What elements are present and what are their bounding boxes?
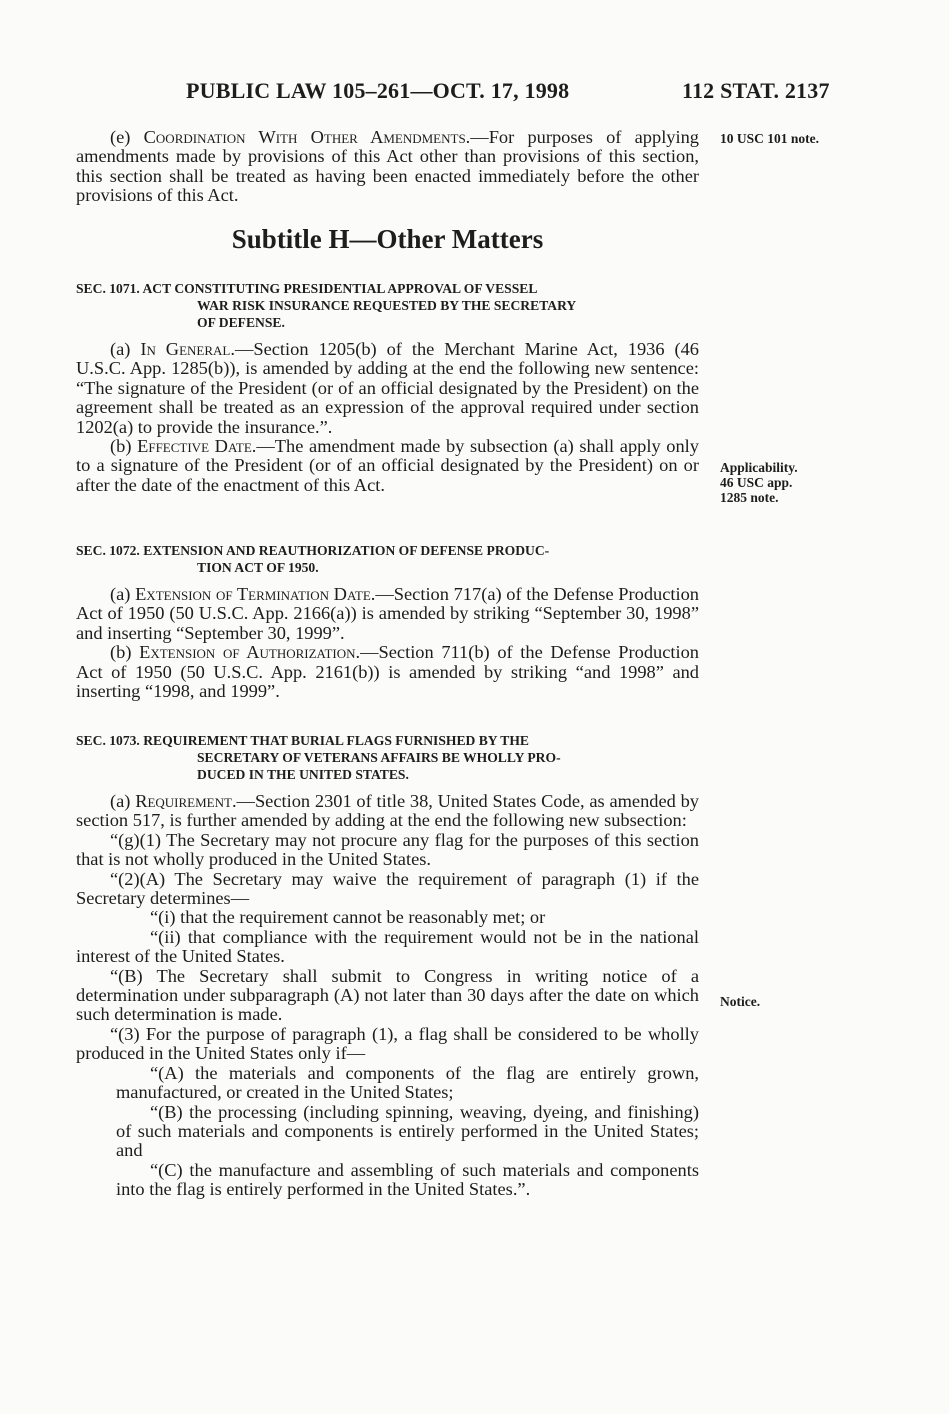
para-text: “(A) the materials and components of the flag are entirely grown, manufactured, or created in the United States; [116, 1062, 699, 1103]
margin-note-line: Applicability. [720, 460, 798, 475]
quoted-g2b: “(B) The Secretary shall submit to Congress in writing notice of a determination under subparagraph (A) not later than 30 days after the date on which such determination is made. [76, 965, 699, 1025]
subsection-a [76, 792, 699, 831]
para-heading: Coordination With Other Amendments. [143, 127, 471, 147]
para-lead: (a) [110, 791, 136, 811]
para-text: “(C) the manufacture and assembling of such materials and components into the flag is entirely performed in the United States.”. [116, 1159, 699, 1200]
para-text: —Section 1205(b) of the Merchant Marine Act, 1936 (46 U.S.C. App. 1285(b)), is amended by adding at the end the following new sentence: “The signature of the President (or of an official designated by the President) on the agreement shall be treated as an expression of the approval required under section 1202(a) to provide the insurance.”. [76, 339, 700, 437]
quoted-g1: “(g)(1) The Secretary may not procure any flag for the purposes of this section that is not wholly produced in the United States. [76, 829, 699, 870]
page-stat-number: 112 STAT. 2137 [682, 78, 830, 103]
para-lead: (e) [110, 127, 144, 147]
para-text: —Section 711(b) of the Defense Production Act of 1950 (50 U.S.C. App. 2161(b)) is amended by striking “and 1998” and inserting “1998, and 1999”. [76, 642, 699, 702]
margin-note-line: 1285 note. [720, 490, 779, 505]
section-title-line: SECRETARY OF VETERANS AFFAIRS BE WHOLLY PRO- [197, 750, 561, 765]
para-text: “(B) the processing (including spinning, weaving, dyeing, and finishing) of such materials and components is entirely performed in the United States; and [116, 1101, 699, 1161]
section-title-line: SEC. 1073. REQUIREMENT THAT BURIAL FLAGS FURNISHED BY THE [76, 733, 529, 748]
section-title-line: SEC. 1071. ACT CONSTITUTING PRESIDENTIAL APPROVAL OF VESSEL [76, 281, 538, 296]
section-title-line: SEC. 1072. EXTENSION AND REAUTHORIZATION OF DEFENSE PRODUC- [76, 543, 550, 558]
running-header-left: PUBLIC LAW 105–261—OCT. 17, 1998 [186, 78, 570, 103]
para-heading: Requirement. [135, 791, 237, 811]
para-text: —Section 717(a) of the Defense Production Act of 1950 (50 U.S.C. App. 2166(a)) is amended by striking “September 30, 1998” and inserting “September 30, 1999”. [76, 584, 699, 643]
subsection-b [76, 437, 699, 495]
para-text: —Section 2301 of title 38, United States Code, as amended by section 517, is further amended by adding at the end the following new subsection: [76, 791, 699, 831]
para-heading: In General. [140, 339, 235, 359]
quoted-g2a: “(2)(A) The Secretary may waive the requirement of paragraph (1) if the Secretary determines— [76, 868, 699, 909]
para-heading: Extension of Termination Date. [135, 584, 376, 604]
quoted-g3c [76, 1161, 699, 1200]
margin-note-notice: Notice. [720, 994, 761, 1009]
subtitle-heading: Subtitle H—Other Matters [231, 224, 544, 254]
coordination-section [76, 128, 699, 206]
section-title-line: TION ACT OF 1950. [197, 560, 319, 575]
section-title-line: OF DEFENSE. [197, 315, 285, 330]
para-text: —For purposes of applying amendments made by provisions of this Act other than provisions of this section, this section shall be treated as having been enacted immediately before the other provisions of this Act. [76, 127, 700, 206]
coordination-paragraph [76, 128, 699, 206]
section-title-line: WAR RISK INSURANCE REQUESTED BY THE SECRETARY [197, 298, 577, 313]
section-1072 [76, 542, 699, 701]
section-1071 [76, 280, 699, 495]
section-1073 [76, 732, 699, 1200]
para-heading: Effective Date. [137, 436, 257, 457]
para-lead: (a) [110, 339, 141, 359]
para-lead: (a) [110, 584, 136, 604]
quoted-g2a-i: “(i) that the requirement cannot be reasonably met; or [150, 907, 546, 928]
subsection-b [76, 643, 699, 701]
para-heading: Extension of Authorization. [139, 642, 361, 663]
margin-note-applicability [720, 460, 798, 505]
subsection-a [76, 340, 699, 437]
margin-note-line: 46 USC app. [720, 475, 793, 490]
margin-note-usc: 10 USC 101 note. [720, 131, 820, 146]
section-title-line: DUCED IN THE UNITED STATES. [197, 767, 409, 782]
para-lead: (b) [110, 642, 140, 663]
subsection-a [76, 585, 699, 643]
quoted-g3a [76, 1064, 699, 1103]
para-text: —The amendment made by subsection (a) shall apply only to a signature of the President (or of an official designated by the President) on or after the date of the enactment of this Act. [76, 436, 699, 495]
para-lead: (b) [110, 436, 138, 457]
quoted-g3: “(3) For the purpose of paragraph (1), a flag shall be considered to be wholly produced in the United States only if— [76, 1023, 699, 1064]
section-title [76, 732, 699, 783]
quoted-g3b [76, 1103, 699, 1161]
section-title [76, 280, 699, 331]
section-title [76, 542, 699, 576]
quoted-g2a-ii: “(ii) that compliance with the requirement would not be in the national interest of the United States. [76, 926, 699, 967]
